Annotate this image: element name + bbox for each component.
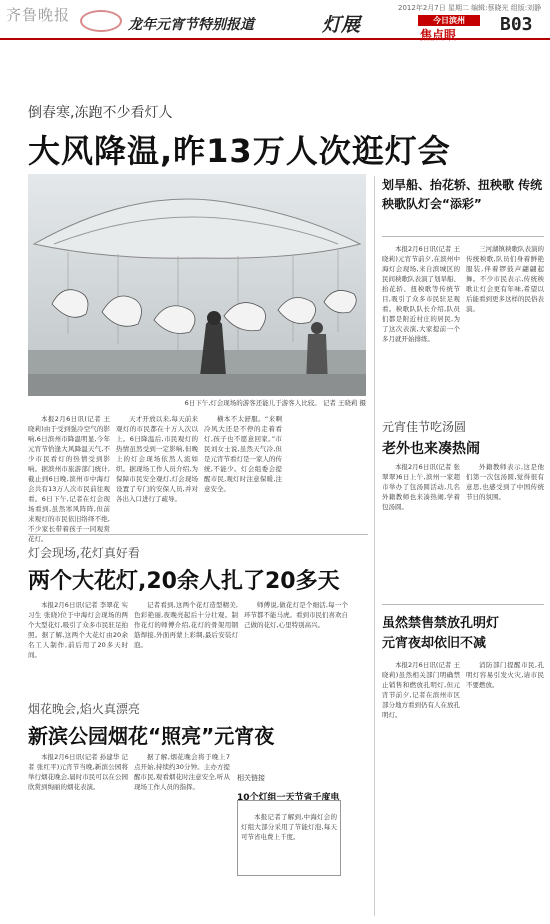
lead-article-col: [116, 414, 198, 530]
related-link-text: [241, 812, 337, 872]
today-badge: 今日滨州: [418, 15, 480, 26]
divider: [28, 534, 368, 535]
yangko-headline: 划旱船、抬花轿、扭秧歌 传统秧歌队灯会“添彩”: [382, 178, 543, 211]
lead-article-col: [28, 414, 110, 543]
newspaper-logo: 齐鲁晚报: [6, 6, 71, 24]
page-number: B03: [500, 14, 533, 35]
focus-label: 焦点眼: [420, 28, 457, 42]
article-text: 师傅说,做花灯是个细活,每一个环节都不能马虎。看到市民们喜欢自己做的花灯,心里特别高兴。: [244, 601, 348, 629]
kongming-headline: 元宵夜却依旧不减: [382, 636, 487, 651]
article-text: 据了解,烟花晚会将于晚上7点开始,持续约30分钟。主办方提醒市民,观看烟花时注意安全,听从现场工作人员的指挥。: [134, 753, 230, 791]
lead-kicker: 倒春寒,冻跑不少看灯人: [28, 105, 173, 121]
date-line: 2012年2月7日 星期二 编辑:蔡晓光 组版:刘静: [398, 4, 542, 12]
tangyuan-kicker: 元宵佳节吃汤圆: [382, 420, 467, 434]
masthead: [0, 0, 550, 40]
article-text: 三河湖镇秧歌队表演的传统秧歌,队员们身着鲜艳服装,伴着锣鼓声翩翩起舞。不少市民表示,传统秧歌让灯会更有年味,希望以后能看到更多这样的民俗表演。: [466, 245, 544, 313]
lead-article-col: [204, 414, 282, 530]
lantern-photo: [28, 174, 366, 396]
article-text: 本报2月6日讯(记者 孙建华 记者 张红平)元宵节当晚,新滨公园将举行烟花晚会,届时市民可以在公园欣赏到绚丽的烟花表演。: [28, 753, 128, 791]
kongming-article-col: [382, 660, 460, 910]
yangko-article-col: [466, 244, 544, 406]
article-text: 本报记者了解到,中海灯会的灯组大部分采用了节能灯泡,每天可节省电费上千度。: [241, 813, 337, 841]
kongming-article-col: [466, 660, 544, 910]
section-name: 灯展: [322, 14, 361, 36]
article-text: 横本不太舒服。“来啊冷风大还是不停的走着看灯,孩子也不愿意回家。”市民刘女士说,虽然天气冷,但是元宵节看灯是一家人的传统,不能少。灯会组委会提醒市民,观灯时注意保暖,注意安全。: [204, 415, 282, 493]
article-text: 消防部门提醒市民,孔明灯容易引发火灾,请市民不要燃放。: [466, 661, 544, 689]
park-kicker: 烟花晚会,焰火真漂亮: [28, 702, 140, 716]
article-text: 本报2月6日讯(记者 王晓莉)元宵节前夕,在滨州中海灯会现场,来自滨城区的民间秧歌队表演了划旱船、抬花轿、扭秧歌等传统节目,吸引了众多市民驻足观看。秧歌队队长介绍,队员们都是附近村庄的居民,为了这次表演,大家提前一个多月就开始排练。: [382, 245, 460, 343]
lantern-kicker: 灯会现场,花灯真好看: [28, 546, 140, 560]
article-text: 本报2月6日讯(记者 李翠花 实习生 张晓)位于中海灯会现场的两个大型花灯,吸引了众多市民驻足拍照。据了解,这两个大花灯由20余名工人制作,前后用了20多天时间。: [28, 601, 128, 659]
photo-caption: 6日下午,灯会现场的游客还能儿于游客人比较。 记者 王晓莉 摄: [184, 399, 366, 407]
lantern-article-col: [134, 600, 238, 694]
lantern-headline: 两个大花灯,20余人扎了20多天: [28, 569, 340, 594]
lantern-article-col: [28, 600, 128, 694]
article-text: 本报2月6日讯(记者 王晓莉)由于受到强冷空气的影响,6日滨州市降温明显,今年元宵节恰逢大风降温天气,不少市民看灯的热情受到影响。据滨州市旅游部门统计,截止到6日晚,滨州市中海灯会共有13万人次市民前往观看。6日下午,记者在灯会现场看到,虽然寒风阵阵,但前来观灯的市民依旧络绎不绝,不少家长带着孩子一同观赏花灯。: [28, 415, 110, 543]
park-article-col: [28, 752, 128, 912]
park-headline: 新滨公园烟花“照亮”元宵夜: [28, 724, 275, 748]
divider: [382, 236, 544, 237]
article-text: 记者看到,这两个花灯造型精美,色彩艳丽,夜晚亮起后十分壮观。制作花灯的师傅介绍,花灯的骨架用钢筋焊接,外面再蒙上彩绸,最后安装灯泡。: [134, 601, 238, 649]
divider: [382, 604, 544, 605]
article-text: 天才开放以来,每天前来观灯的市民都在十万人次以上。6日降温后,市民观灯的热情虽然受到一定影响,但晚上的灯会现场依然人流如织。据现场工作人员介绍,为保障市民安全观灯,灯会现场设置了专门的安保人员,并对各出入口进行了疏导。: [116, 415, 198, 503]
related-link-title: 10个灯组一天节省千度电: [237, 793, 340, 803]
kongming-kicker: 虽然禁售禁放孔明灯: [382, 616, 500, 631]
column-divider: [374, 176, 375, 916]
lead-headline: 大风降温,昨13万人次逛灯会: [28, 132, 451, 170]
special-report-title: 龙年元宵节特别报道: [128, 17, 254, 33]
article-text: 本报2月6日讯(记者 王晓莉)虽然相关部门明确禁止销售和燃放孔明灯,但元宵节前夕,记者在滨州市区部分地方看到仍有人在放孔明灯。: [382, 661, 460, 719]
carousel-lantern-image: [28, 174, 366, 396]
lantern-article-col: [244, 600, 348, 694]
park-article-col: [134, 752, 230, 912]
yangko-article-col: [382, 244, 460, 406]
tangyuan-article-col: [466, 462, 544, 566]
tangyuan-headline: 老外也来凑热闹: [382, 441, 480, 457]
article-text: 本报2月6日讯(记者 张翠翠)6日上午,滨州一家超市举办了包汤圆活动,几名外籍教师也来凑热闹,学着包汤圆。: [382, 463, 460, 511]
tangyuan-article-col: [382, 462, 460, 566]
swirl-icon: [80, 10, 122, 32]
article-text: 外籍教师表示,这是他们第一次包汤圆,觉得很有意思,也感受到了中国传统节日的氛围。: [466, 463, 544, 501]
related-link-label: 相关链接: [237, 774, 265, 782]
